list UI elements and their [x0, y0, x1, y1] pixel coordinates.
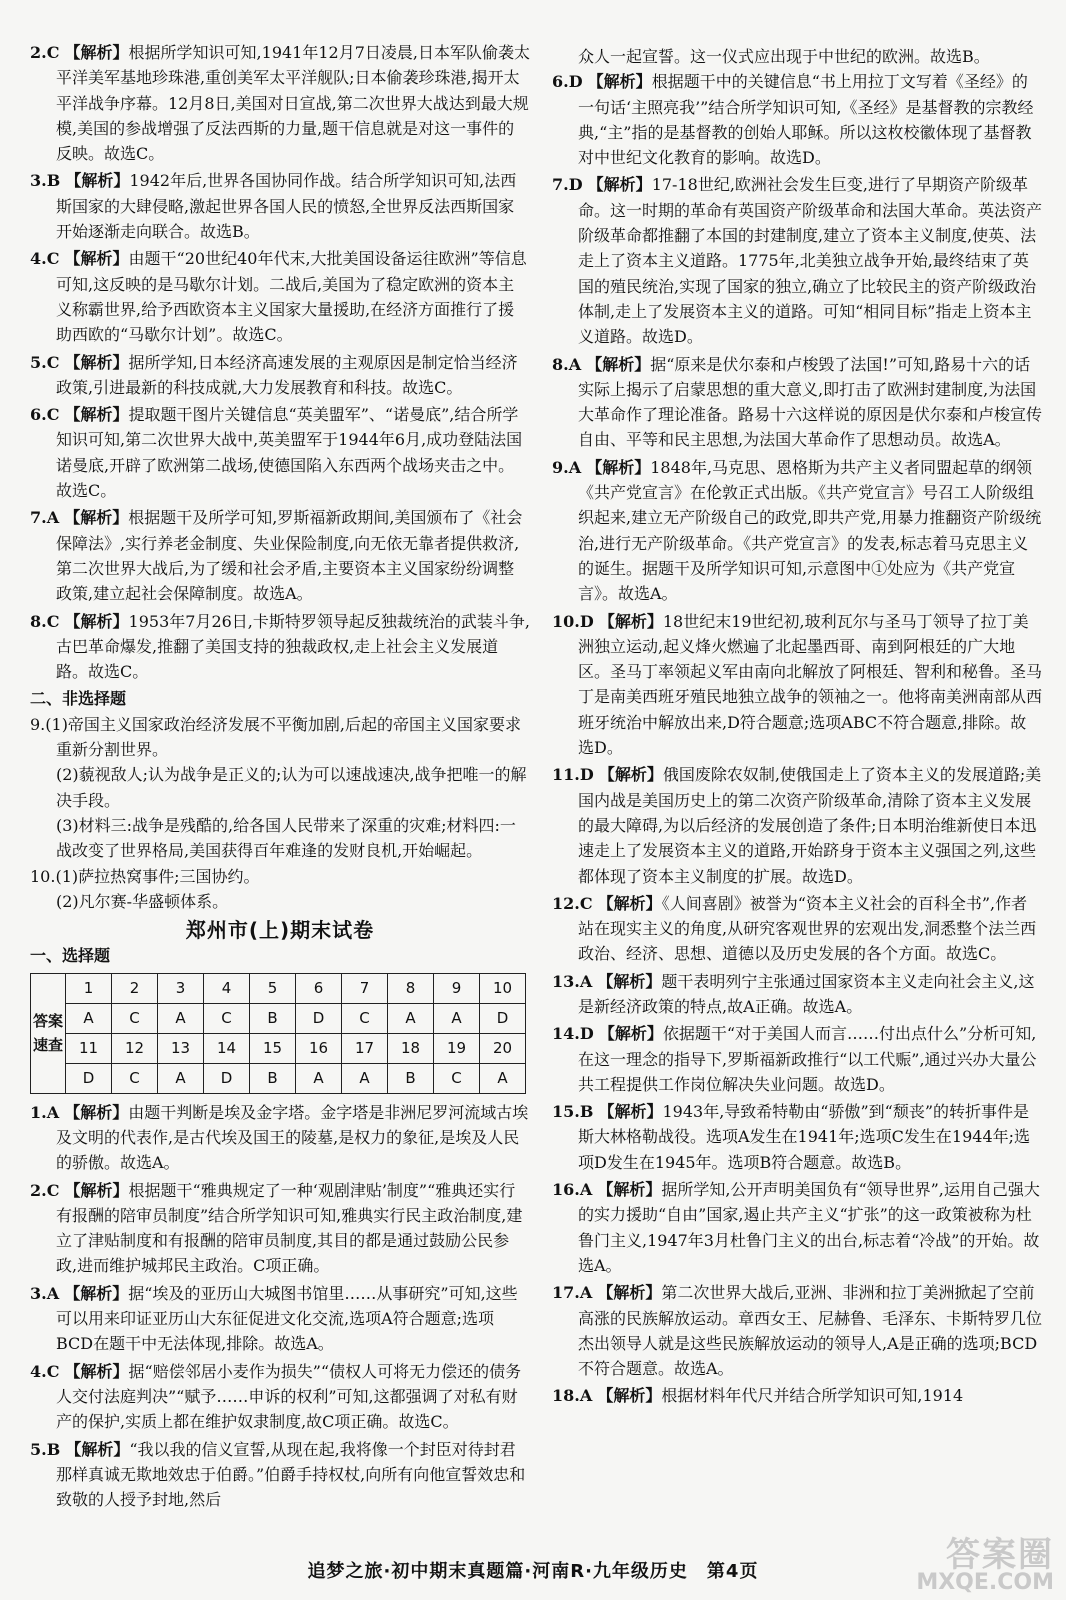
table-cell: B [250, 1063, 296, 1093]
answer-number: 4.C [30, 1361, 60, 1381]
answer-number: 10.D [552, 611, 594, 631]
analysis-tag: 【解析】 [64, 1361, 129, 1381]
table-cell: 11 [66, 1033, 112, 1063]
answer-number: 5.C [30, 352, 60, 372]
answer-item [552, 1383, 1042, 1408]
answer-number: 12.C [552, 893, 593, 913]
answer-continuation: 众人一起宣誓。这一仪式应出现于中世纪的欧洲。故选B。 [578, 47, 990, 66]
table-label: 答案速查 [31, 973, 66, 1093]
analysis-tag: 【解析】 [586, 457, 651, 477]
answer-text: 据“原来是伏尔泰和卢梭毁了法国!”可知,路易十六的话实际上揭示了启蒙思想的重大意义,即打击了欧洲封建制度,为法国大革命作了理论准备。路易十六这样说的原因是伏尔泰和卢梭宣传自由、平等和民主思想,为法国大革命作了思想动员。故选A。 [578, 354, 1043, 450]
left-column [30, 40, 530, 1514]
answer-item [30, 350, 530, 401]
answer-item [30, 1437, 530, 1513]
table-cell: 1 [66, 973, 112, 1003]
table-row [31, 973, 526, 1003]
answer-number: 2.C [30, 1180, 60, 1200]
table-cell: B [388, 1063, 434, 1093]
analysis-tag: 【解析】 [64, 1180, 129, 1200]
answer-item [30, 1281, 530, 1357]
answer-item [30, 1178, 530, 1279]
analysis-tag: 【解析】 [587, 175, 652, 195]
answer-item [30, 1100, 530, 1176]
answer-item [552, 891, 1042, 967]
table-cell: 2 [112, 973, 158, 1003]
answer-q9-part3: (3)材料三:战争是残酷的,给各国人民带来了深重的灾难;材料四:一战改变了世界格局,美国获得百年难逢的发财良机,开始崛起。 [56, 815, 516, 861]
answer-number: 18.A [552, 1386, 593, 1406]
answer-number: 3.B [30, 171, 61, 191]
table-cell: 18 [388, 1033, 434, 1063]
section-heading-nonchoice: 二、非选择题 [30, 689, 127, 709]
analysis-tag: 【解析】 [597, 971, 662, 991]
answer-number: 3.A [30, 1283, 60, 1303]
answer-item [30, 402, 530, 503]
answer-number: 16.A [552, 1180, 593, 1200]
answer-number: 9.A [552, 457, 582, 477]
answer-list-previous [30, 40, 530, 684]
analysis-tag: 【解析】 [597, 1180, 662, 1200]
table-cell: 16 [296, 1033, 342, 1063]
answer-text: 题干表明列宁主张通过国家资本主义走向社会主义,这是新经济政策的特点,故A正确。故选A。 [578, 971, 1035, 1016]
table-cell: A [296, 1063, 342, 1093]
answer-number: 8.C [30, 611, 60, 631]
table-cell: 7 [342, 973, 388, 1003]
answer-number: 4.C [30, 249, 60, 269]
table-cell: 9 [434, 973, 480, 1003]
table-row [31, 1033, 526, 1063]
answer-text: 根据题干及所学可知,罗斯福新政期间,美国颁布了《社会保障法》,实行养老金制度、失业保险制度,向无依无靠者提供救济,第二次世界大战后,为了缓和社会矛盾,主要资本主义国家纷纷调整政策,建立起社会保障制度。故选A。 [56, 508, 523, 604]
table-cell: C [112, 1063, 158, 1093]
answer-item [30, 246, 530, 347]
answer-text: 由题干“20世纪40年代末,大批美国设备运往欧洲”等信息可知,这反映的是马歇尔计划。二战后,美国为了稳定欧洲的资本主义称霸世界,给予西欧资本主义国家大量援助,在经济方面推行了援助西欧的“马歇尔计划”。故选C。 [56, 249, 527, 345]
answer-number: 2.C [30, 43, 60, 62]
answer-item [552, 762, 1042, 888]
answer-list-right [552, 69, 1042, 1408]
answer-item [30, 505, 530, 606]
answer-number: 5.B [30, 1439, 61, 1459]
table-cell: C [342, 1003, 388, 1033]
table-cell: 8 [388, 973, 434, 1003]
answer-text: 据所学知,公开声明美国负有“领导世界”,运用自己强大的实力援助“自由”国家,遏止共产主义“扩张”的这一政策被称为杜鲁门主义,1947年3月杜鲁门主义的出台,标志着“冷战”的开始。故选A。 [578, 1180, 1040, 1275]
page-footer: 追梦之旅·初中期末真题篇·河南R·九年级历史 第4页 [307, 1561, 759, 1582]
answer-text: 根据材料年代尺并结合所学知识可知,1914 [661, 1386, 964, 1406]
analysis-tag: 【解析】 [64, 43, 129, 62]
table-cell: D [480, 1003, 526, 1033]
table-cell: 17 [342, 1033, 388, 1063]
answer-number: 7.D [552, 175, 583, 195]
analysis-tag: 【解析】 [64, 1283, 129, 1303]
table-cell: A [388, 1003, 434, 1033]
analysis-tag: 【解析】 [598, 611, 663, 631]
table-cell: 5 [250, 973, 296, 1003]
answer-number: 13.A [552, 971, 593, 991]
table-cell: A [342, 1063, 388, 1093]
table-cell: D [66, 1063, 112, 1093]
answer-q10-part2: (2)凡尔赛-华盛顿体系。 [56, 891, 229, 911]
answer-text: “我以我的信义宣誓,从现在起,我将像一个封臣对待封君那样真诚无欺地效忠于伯爵。”伯爵手持权杖,向所有向他宣誓效忠和致敬的人授予封地,然后 [56, 1439, 526, 1510]
answer-text: 1942年后,世界各国协同作战。结合所学知识可知,法西斯国家的大肆侵略,激起世界各国人民的愤怒,全世界反法西斯国家开始逐渐走向联合。故选B。 [56, 171, 517, 242]
right-column [552, 44, 1042, 1411]
table-cell: C [434, 1063, 480, 1093]
answer-text: 根据题干中的关键信息“书上用拉丁文写着《圣经》的一句话‘主照亮我’”结合所学知识可知,《圣经》是基督教的宗教经典,“主”指的是基督教的创始人耶稣。所以这枚校徽体现了基督教对中世纪文化教育的影响。故选D。 [578, 72, 1034, 168]
analysis-tag: 【解析】 [64, 1102, 129, 1122]
table-cell: A [434, 1003, 480, 1033]
answer-item [552, 609, 1042, 761]
answer-q9-part2: (2)藐视敌人;认为战争是正义的;认为可以速战速决,战争把唯一的解决手段。 [56, 765, 527, 810]
table-cell: B [250, 1003, 296, 1033]
answer-item [552, 69, 1042, 170]
answer-list-current [30, 1100, 530, 1513]
table-cell: 10 [480, 973, 526, 1003]
answer-text: 俄国废除农奴制,使俄国走上了资本主义的发展道路;美国内战是美国历史上的第二次资产阶级革命,清除了资本主义发展的最大障碍,为以后经济的发展创造了条件;日本明治维新使日本迅速走上了发展资本主义的道路,开始跻身于资本主义强国之列,这些都体现了资本主义制度的扩展。故选D。 [578, 765, 1042, 886]
table-cell: 20 [480, 1033, 526, 1063]
answer-number: 7.A [30, 508, 60, 528]
answer-text: 依据题干“对于美国人而言……付出点什么”分析可知,在这一理念的指导下,罗斯福新政推行“以工代赈”,通过兴办大量公共工程提供工作岗位解决失业问题。故选D。 [578, 1024, 1037, 1094]
analysis-tag: 【解析】 [64, 405, 129, 425]
analysis-tag: 【解析】 [598, 1102, 663, 1122]
answer-item [30, 40, 530, 166]
answer-item [552, 1021, 1042, 1097]
table-cell: 3 [158, 973, 204, 1003]
answer-number: 17.A [552, 1283, 593, 1303]
table-cell: 15 [250, 1033, 296, 1063]
section-heading-choice: 一、选择题 [30, 946, 111, 966]
answer-text: 1953年7月26日,卡斯特罗领导起反独裁统治的武装斗争,古巴革命爆发,推翻了美国支持的独裁政权,走上社会主义发展道路。故选C。 [56, 611, 530, 682]
analysis-tag: 【解析】 [586, 354, 651, 374]
analysis-tag: 【解析】 [597, 1283, 662, 1303]
answer-text: 1848年,马克思、恩格斯为共产主义者同盟起草的纲领《共产党宣言》在伦敦正式出版。《共产党宣言》号召工人阶级组织起来,建立无产阶级自己的政党,即共产党,用暴力推翻资产阶级统治,进行无产阶级革命。《共产党宣言》的发表,标志着马克思主义的诞生。据题干及所学知识可知,示意图中①处应为《共产党宣言》。故选A。 [578, 457, 1042, 604]
answer-number: 6.C [30, 405, 60, 425]
analysis-tag: 【解析】 [65, 1439, 130, 1459]
answer-number: 11.D [552, 765, 594, 785]
table-cell: 14 [204, 1033, 250, 1063]
answer-item [30, 609, 530, 685]
table-cell: 19 [434, 1033, 480, 1063]
answer-item [30, 168, 530, 244]
table-cell: A [66, 1003, 112, 1033]
answer-text: 由题干判断是埃及金字塔。金字塔是非洲尼罗河流域古埃及文明的代表作,是古代埃及国王的陵墓,是权力的象征,是埃及人民的骄傲。故选A。 [56, 1102, 529, 1173]
analysis-tag: 【解析】 [64, 352, 129, 372]
answer-text: 根据题干“雅典规定了一种‘观剧津贴’制度”“雅典还实行有报酬的陪审员制度”结合所学知识可知,雅典实行民主政治制度,建立了津贴制度和有报酬的陪审员制度,其目的都是通过鼓励公民参政,进而维护城邦民主政治。C项正确。 [56, 1180, 523, 1276]
answer-text: 17-18世纪,欧洲社会发生巨变,进行了早期资产阶级革命。这一时期的革命有英国资产阶级革命和法国大革命。英法资产阶级革命都推翻了本国的封建制度,建立了资本主义制度,使英、法走上了资本主义道路。1775年,北美独立战争开始,最终结束了英国的殖民统治,实现了国家的独立,确立了比较民主的资产阶级政治体制,走上了发展资本主义的道路。可知“相同目标”指走上资本主义道路。故选D。 [578, 175, 1043, 347]
table-row [31, 1063, 526, 1093]
answer-text: 1943年,导致希特勒由“骄傲”到“颓丧”的转折事件是斯大林格勒战役。选项A发生在1941年;选项C发生在1944年;选项D发生在1945年。选项B符合题意。故选B。 [578, 1102, 1031, 1172]
answer-number: 1.A [30, 1102, 60, 1122]
answer-text: 根据所学知识可知,1941年12月7日凌晨,日本军队偷袭太平洋美军基地珍珠港,重创美军太平洋舰队;日本偷袭珍珠港,揭开太平洋战争序幕。12月8日,美国对日宣战,第二次世界大战达到最大规模,美国的参战增强了反法西斯的力量,题干信息就是对这一事件的反映。故选C。 [56, 43, 530, 164]
exam-title: 郑州市(上)期末试卷 [185, 918, 375, 943]
analysis-tag: 【解析】 [597, 893, 662, 913]
answer-text: 据“埃及的亚历山大城图书馆里……从事研究”可知,这些可以用来印证亚历山大东征促进文化交流,选项A符合题意;选项BCD在题干中无法体现,排除。故选A。 [56, 1283, 518, 1354]
answer-item [552, 969, 1042, 1020]
analysis-tag: 【解析】 [597, 1386, 662, 1406]
analysis-tag: 【解析】 [598, 765, 663, 785]
table-cell: C [204, 1003, 250, 1033]
table-cell: 12 [112, 1033, 158, 1063]
answer-quick-table [30, 973, 526, 1094]
answer-item [30, 1359, 530, 1435]
answer-number: 6.D [552, 72, 583, 92]
answer-q9-part1: 9.(1)帝国主义国家政治经济发展不平衡加剧,后起的帝国主义国家要求重新分割世界。 [30, 714, 522, 760]
table-cell: D [296, 1003, 342, 1033]
answer-text: 据“赔偿邻居小麦作为损失”“债权人可将无力偿还的债务人交付法庭判决”“赋予……申诉的权利”可知,这都强调了对私有财产的保护,实质上都在维护奴隶制度,故C项正确。故选C。 [56, 1361, 522, 1432]
answer-item [552, 352, 1042, 453]
analysis-tag: 【解析】 [64, 611, 129, 631]
answer-text: 18世纪末19世纪初,玻利瓦尔与圣马丁领导了拉丁美洲独立运动,起义烽火燃遍了北起墨西哥、南到阿根廷的广大地区。圣马丁率领起义军由南向北解放了阿根廷、智利和秘鲁。圣马丁是南美西班牙殖民地独立战争的领袖之一。他将南美洲南部从西班牙统治中解放出来,D符合题意;选项ABC不符合题意,排除。故选D。 [578, 611, 1043, 758]
answer-item [552, 1177, 1042, 1278]
analysis-tag: 【解析】 [64, 508, 129, 528]
answer-text: 《人间喜剧》被誉为“资本主义社会的百科全书”,作者站在现实主义的角度,从研究客观世界的宏观出发,洞悉整个法兰西政治、经济、思想、道德以及历史发展的各个方面。故选C。 [578, 893, 1037, 964]
answer-number: 15.B [552, 1102, 594, 1122]
analysis-tag: 【解析】 [65, 171, 130, 191]
answer-item [552, 1280, 1042, 1381]
watermark-logo: 答案圈 MXQE.COM [916, 1535, 1054, 1595]
table-cell: 13 [158, 1033, 204, 1063]
answer-text: 第二次世界大战后,亚洲、非洲和拉丁美洲掀起了空前高涨的民族解放运动。章西女王、尼赫鲁、毛泽东、卡斯特罗几位杰出领导人就是这些民族解放运动的领导人,A是正确的选项;BCD不符合题意。故选A。 [578, 1283, 1043, 1379]
answer-q10-part1: 10.(1)萨拉热窝事件;三国协约。 [30, 866, 260, 886]
analysis-tag: 【解析】 [587, 72, 652, 92]
table-cell: C [112, 1003, 158, 1033]
table-cell: A [158, 1063, 204, 1093]
answer-number: 8.A [552, 354, 582, 374]
analysis-tag: 【解析】 [598, 1024, 663, 1044]
answer-text: 据所学知,日本经济高速发展的主观原因是制定恰当经济政策,引进最新的科技成就,大力发展教育和科技。故选C。 [56, 352, 518, 397]
table-cell: 6 [296, 973, 342, 1003]
table-cell: A [158, 1003, 204, 1033]
answer-item [552, 455, 1042, 607]
answer-item [552, 1099, 1042, 1175]
table-row [31, 1003, 526, 1033]
table-cell: 4 [204, 973, 250, 1003]
answer-number: 14.D [552, 1024, 594, 1044]
answer-item [552, 172, 1042, 349]
table-cell: D [204, 1063, 250, 1093]
answer-text: 提取题干图片关键信息“英美盟军”、“诺曼底”,结合所学知识可知,第二次世界大战中,英美盟军于1944年6月,成功登陆法国诺曼底,开辟了欧洲第二战场,使德国陷入东西两个战场夹击之中。故选C。 [56, 405, 523, 501]
table-cell: A [480, 1063, 526, 1093]
analysis-tag: 【解析】 [64, 249, 129, 269]
